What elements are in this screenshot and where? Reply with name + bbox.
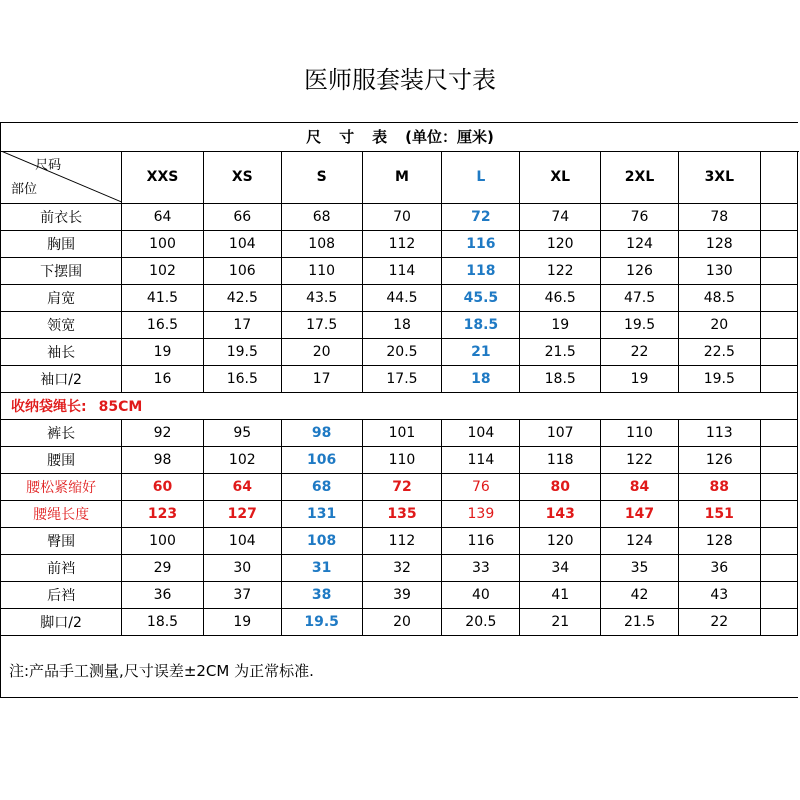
table-cell: 114 [362, 257, 442, 284]
table-row [1, 473, 798, 500]
table-row [1, 554, 798, 581]
row-label: 腰围 [1, 446, 122, 473]
table-caption [1, 123, 799, 152]
table-cell: 21 [442, 338, 520, 365]
size-header-xxs: XXS [122, 151, 204, 203]
caption-char: 表 [372, 128, 388, 146]
table-cell: 17 [281, 365, 362, 392]
table-cell: 19.5 [203, 338, 281, 365]
row-label: 后裆 [1, 581, 122, 608]
table-cell: 80 [520, 473, 601, 500]
table-cell: 124 [601, 527, 679, 554]
table-cell: 112 [362, 230, 442, 257]
empty-cell [760, 203, 797, 230]
table-cell: 19.5 [281, 608, 362, 635]
table-cell: 110 [601, 419, 679, 446]
table-cell: 44.5 [362, 284, 442, 311]
table-cell: 42 [601, 581, 679, 608]
table-row [1, 365, 798, 392]
empty-cell [760, 608, 797, 635]
table-row [1, 419, 798, 446]
table-cell: 33 [442, 554, 520, 581]
table-cell: 126 [678, 446, 760, 473]
caption-char: 寸 [339, 128, 355, 146]
table-cell: 21.5 [601, 608, 679, 635]
empty-cell [760, 338, 797, 365]
size-header-xs: XS [203, 151, 281, 203]
table-cell: 78 [678, 203, 760, 230]
note-value: 85CM [98, 398, 143, 415]
table-cell: 21.5 [520, 338, 601, 365]
table-cell: 126 [601, 257, 679, 284]
table-cell: 120 [520, 527, 601, 554]
row-label: 裤长 [1, 419, 122, 446]
row-label: 肩宽 [1, 284, 122, 311]
note-label: 收纳袋绳长: [11, 398, 87, 415]
table-cell: 120 [520, 230, 601, 257]
table-cell: 68 [281, 473, 362, 500]
table-cell: 20 [362, 608, 442, 635]
table-cell: 18.5 [520, 365, 601, 392]
table-cell: 139 [442, 500, 520, 527]
table-cell: 76 [601, 203, 679, 230]
table-row [1, 257, 798, 284]
table-cell: 84 [601, 473, 679, 500]
empty-cell [760, 230, 797, 257]
size-header-3xl: 3XL [678, 151, 760, 203]
table-cell: 16.5 [122, 311, 204, 338]
table-cell: 31 [281, 554, 362, 581]
table-row [1, 203, 798, 230]
table-cell: 40 [442, 581, 520, 608]
table-cell: 128 [678, 527, 760, 554]
table-cell: 112 [362, 527, 442, 554]
table-cell: 118 [520, 446, 601, 473]
table-cell: 104 [203, 527, 281, 554]
table-cell: 41.5 [122, 284, 204, 311]
table-cell: 19 [203, 608, 281, 635]
header-row [1, 151, 798, 203]
table-cell: 60 [122, 473, 204, 500]
empty-cell [760, 311, 797, 338]
table-cell: 143 [520, 500, 601, 527]
table-cell: 72 [442, 203, 520, 230]
table-cell: 17.5 [281, 311, 362, 338]
table-row [1, 446, 798, 473]
size-header-2xl: 2XL [601, 151, 679, 203]
table-cell: 22 [601, 338, 679, 365]
table-row [1, 311, 798, 338]
table-cell: 88 [678, 473, 760, 500]
table-cell: 43 [678, 581, 760, 608]
empty-cell [760, 151, 797, 203]
table-cell: 18.5 [442, 311, 520, 338]
table-cell: 92 [122, 419, 204, 446]
row-label: 下摆围 [1, 257, 122, 284]
note-cell [1, 392, 798, 419]
row-label: 袖口/2 [1, 365, 122, 392]
table-cell: 108 [281, 230, 362, 257]
table-cell: 102 [122, 257, 204, 284]
row-label: 臀围 [1, 527, 122, 554]
table-cell: 68 [281, 203, 362, 230]
table-cell: 98 [122, 446, 204, 473]
size-chart [0, 122, 798, 698]
table-cell: 110 [362, 446, 442, 473]
row-label: 腰绳长度 [1, 500, 122, 527]
empty-cell [760, 257, 797, 284]
table-cell: 98 [281, 419, 362, 446]
table-cell: 95 [203, 419, 281, 446]
table-cell: 104 [203, 230, 281, 257]
table-cell: 108 [281, 527, 362, 554]
row-label: 胸围 [1, 230, 122, 257]
table-cell: 36 [122, 581, 204, 608]
row-label: 领宽 [1, 311, 122, 338]
row-label: 腰松紧缩好 [1, 473, 122, 500]
table-cell: 19.5 [678, 365, 760, 392]
table-cell: 18 [442, 365, 520, 392]
table-cell: 20 [678, 311, 760, 338]
table-cell: 123 [122, 500, 204, 527]
empty-cell [760, 554, 797, 581]
table-cell: 19 [520, 311, 601, 338]
table-cell: 128 [678, 230, 760, 257]
table-row [1, 338, 798, 365]
table-cell: 106 [281, 446, 362, 473]
table-cell: 20.5 [442, 608, 520, 635]
corner-part-label: 部位 [11, 181, 38, 197]
table-cell: 35 [601, 554, 679, 581]
table-cell: 47.5 [601, 284, 679, 311]
corner-cell [1, 151, 122, 203]
table-cell: 102 [203, 446, 281, 473]
table-cell: 48.5 [678, 284, 760, 311]
table-cell: 147 [601, 500, 679, 527]
page-title: 医师服套装尺寸表 [304, 66, 496, 94]
table-cell: 100 [122, 527, 204, 554]
table-cell: 29 [122, 554, 204, 581]
table-cell: 30 [203, 554, 281, 581]
table-cell: 21 [520, 608, 601, 635]
empty-cell [760, 500, 797, 527]
table-cell: 43.5 [281, 284, 362, 311]
table-cell: 34 [520, 554, 601, 581]
table-cell: 17.5 [362, 365, 442, 392]
size-table [1, 151, 798, 636]
table-cell: 19 [122, 338, 204, 365]
table-cell: 17 [203, 311, 281, 338]
table-row [1, 608, 798, 635]
table-cell: 64 [122, 203, 204, 230]
table-cell: 110 [281, 257, 362, 284]
empty-cell [760, 527, 797, 554]
table-cell: 104 [442, 419, 520, 446]
row-label: 前衣长 [1, 203, 122, 230]
table-cell: 32 [362, 554, 442, 581]
table-cell: 106 [203, 257, 281, 284]
table-cell: 16 [122, 365, 204, 392]
table-cell: 19 [601, 365, 679, 392]
table-cell: 70 [362, 203, 442, 230]
row-label: 前裆 [1, 554, 122, 581]
table-row [1, 527, 798, 554]
table-cell: 45.5 [442, 284, 520, 311]
table-cell: 22.5 [678, 338, 760, 365]
size-header-l: L [442, 151, 520, 203]
table-cell: 122 [520, 257, 601, 284]
caption-char: 尺 [306, 128, 322, 146]
table-cell: 100 [122, 230, 204, 257]
table-row [1, 581, 798, 608]
table-cell: 20 [281, 338, 362, 365]
empty-cell [760, 581, 797, 608]
table-cell: 116 [442, 527, 520, 554]
table-cell: 22 [678, 608, 760, 635]
table-cell: 107 [520, 419, 601, 446]
size-header-m: M [362, 151, 442, 203]
table-cell: 127 [203, 500, 281, 527]
table-cell: 41 [520, 581, 601, 608]
empty-cell [760, 473, 797, 500]
table-cell: 18.5 [122, 608, 204, 635]
table-cell: 135 [362, 500, 442, 527]
table-row [1, 284, 798, 311]
table-cell: 42.5 [203, 284, 281, 311]
table-cell: 118 [442, 257, 520, 284]
size-header-s: S [281, 151, 362, 203]
table-cell: 64 [203, 473, 281, 500]
table-row [1, 230, 798, 257]
empty-cell [760, 446, 797, 473]
table-cell: 18 [362, 311, 442, 338]
table-cell: 116 [442, 230, 520, 257]
row-label: 袖长 [1, 338, 122, 365]
table-cell: 16.5 [203, 365, 281, 392]
footnote: 注:产品手工测量,尺寸误差±2CM 为正常标准. [9, 662, 314, 680]
table-cell: 113 [678, 419, 760, 446]
note-row [1, 392, 798, 419]
row-label: 脚口/2 [1, 608, 122, 635]
table-cell: 76 [442, 473, 520, 500]
empty-cell [760, 419, 797, 446]
table-cell: 19.5 [601, 311, 679, 338]
empty-cell [760, 284, 797, 311]
table-cell: 131 [281, 500, 362, 527]
table-cell: 130 [678, 257, 760, 284]
table-cell: 36 [678, 554, 760, 581]
table-row [1, 500, 798, 527]
table-cell: 37 [203, 581, 281, 608]
table-cell: 151 [678, 500, 760, 527]
table-cell: 38 [281, 581, 362, 608]
table-cell: 46.5 [520, 284, 601, 311]
size-header-xl: XL [520, 151, 601, 203]
table-cell: 20.5 [362, 338, 442, 365]
table-cell: 39 [362, 581, 442, 608]
table-cell: 114 [442, 446, 520, 473]
table-cell: 72 [362, 473, 442, 500]
table-cell: 101 [362, 419, 442, 446]
table-cell: 66 [203, 203, 281, 230]
table-cell: 74 [520, 203, 601, 230]
table-cell: 122 [601, 446, 679, 473]
corner-size-label: 尺码 [35, 158, 62, 173]
empty-cell [760, 365, 797, 392]
caption-unit: (单位：厘米) [405, 128, 494, 146]
table-cell: 124 [601, 230, 679, 257]
